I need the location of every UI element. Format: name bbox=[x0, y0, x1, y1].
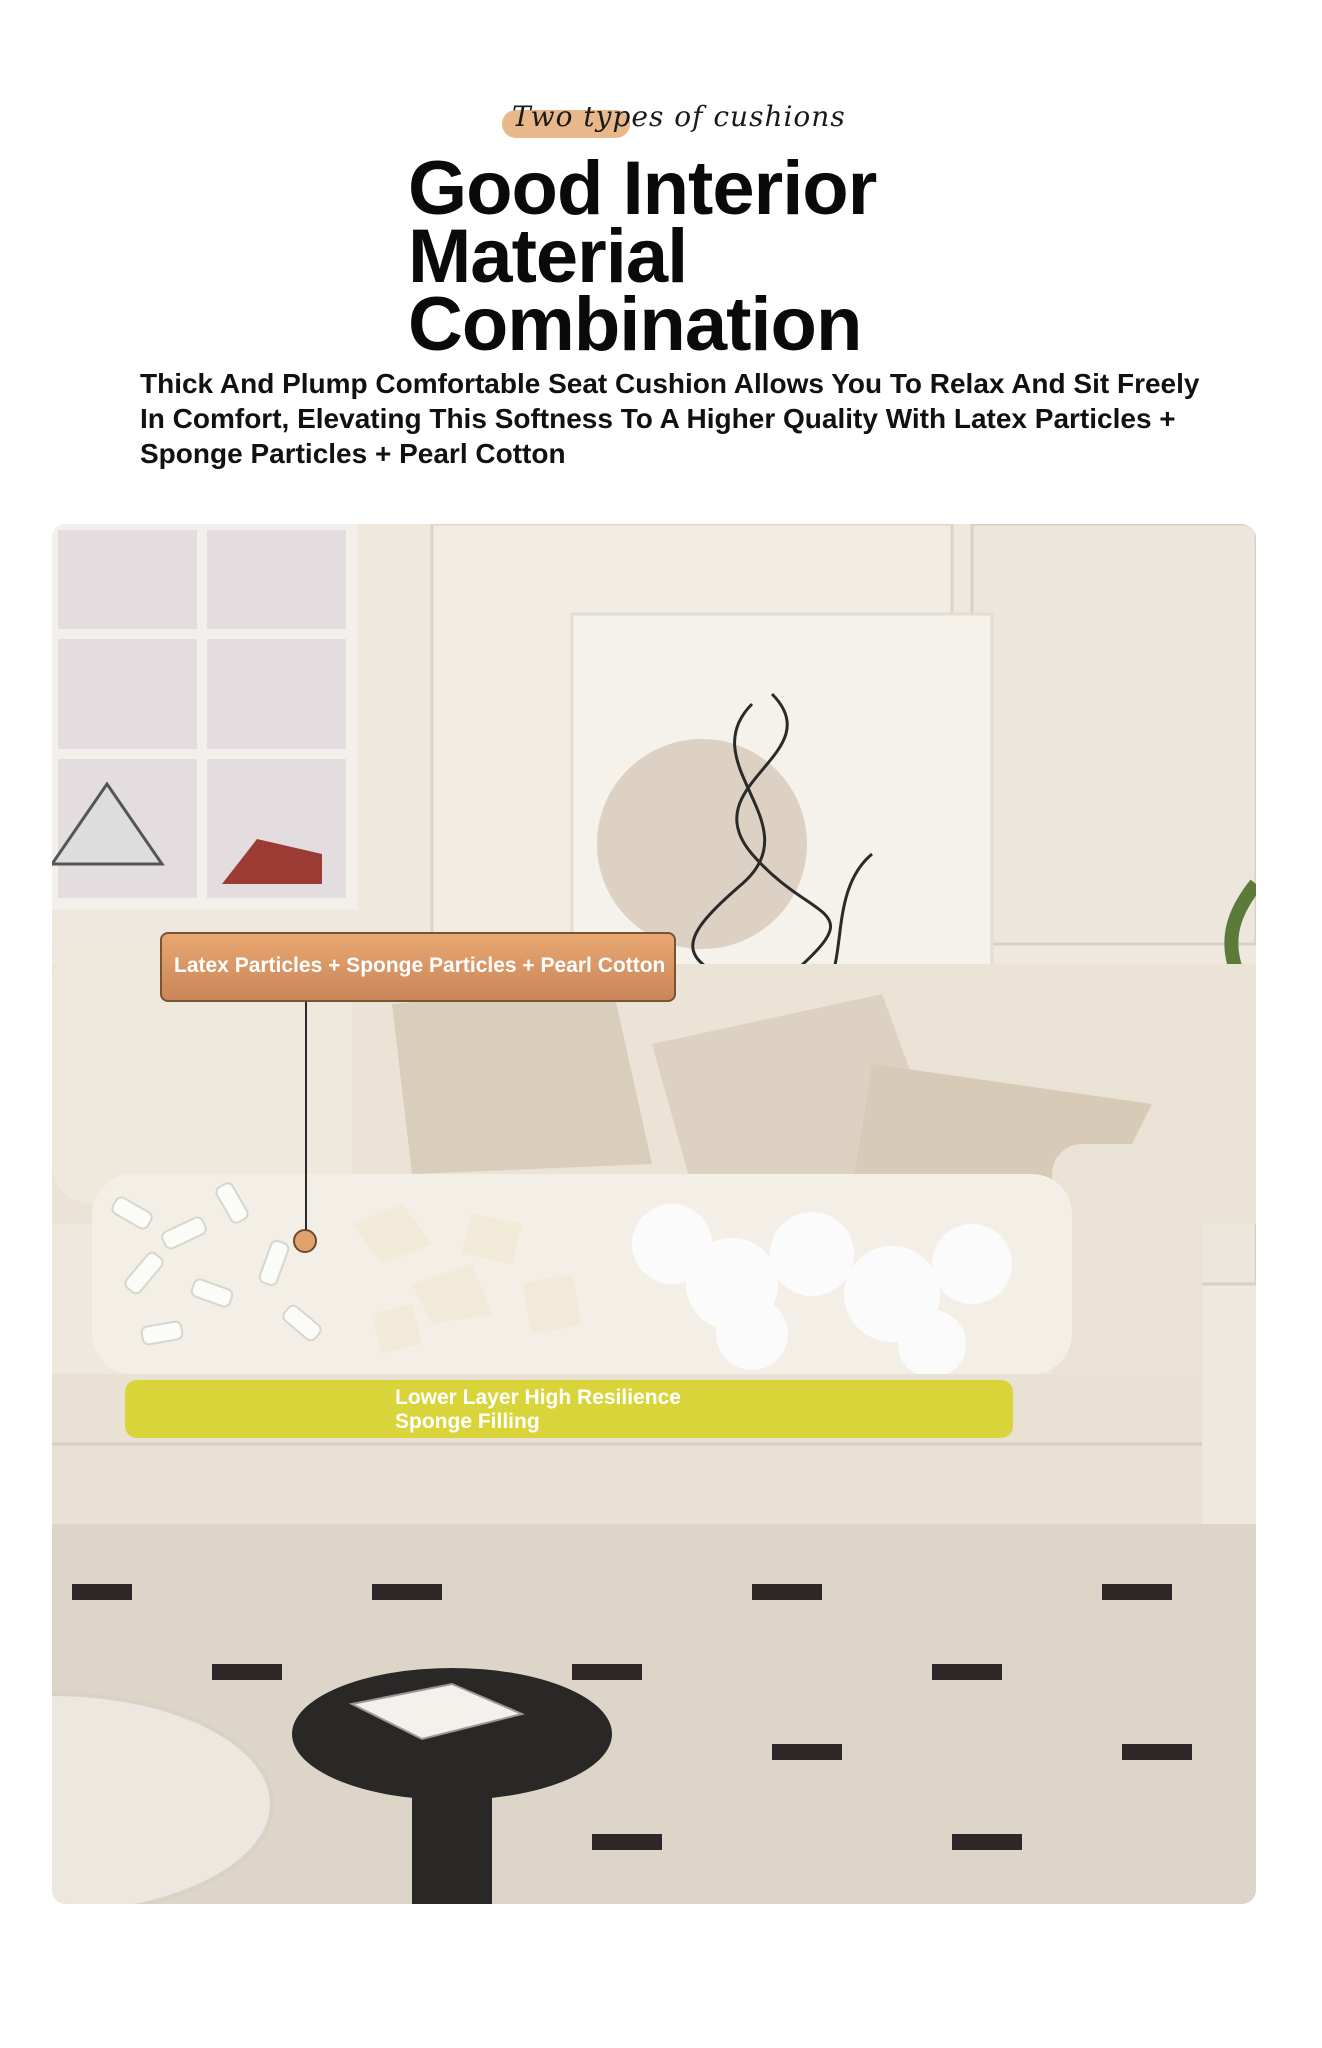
callout-leader-line bbox=[305, 1002, 307, 1230]
title-line-3: Combination bbox=[408, 282, 862, 367]
lower-layer-line-2: Sponge Filling bbox=[395, 1410, 540, 1433]
upper-layer-label: Latex Particles + Sponge Particles + Pearl Cotton bbox=[174, 954, 666, 977]
lower-layer-label bbox=[395, 1386, 681, 1434]
callout-pointer-dot bbox=[293, 1229, 317, 1253]
sofa-product-photo bbox=[52, 524, 1256, 1904]
product-description: Thick And Plump Comfortable Seat Cushion Allows You To Relax And Sit Freely In Comfort, Elevating This Softness To A Higher Quality With Latex Particles + Sponge Particles + Pearl Cotton bbox=[140, 368, 1200, 469]
lower-layer-callout bbox=[125, 1380, 1013, 1438]
page-title bbox=[408, 146, 1008, 367]
title-line-1: Good Interior bbox=[408, 146, 877, 231]
lower-layer-line-1: Lower Layer High Resilience bbox=[395, 1386, 681, 1409]
tagline-text: Two types of cushions bbox=[512, 100, 846, 133]
room-scene-illustration bbox=[52, 524, 1256, 1904]
title-line-2: Material bbox=[408, 214, 688, 299]
script-tagline bbox=[502, 100, 846, 146]
upper-layer-callout bbox=[160, 932, 676, 1002]
